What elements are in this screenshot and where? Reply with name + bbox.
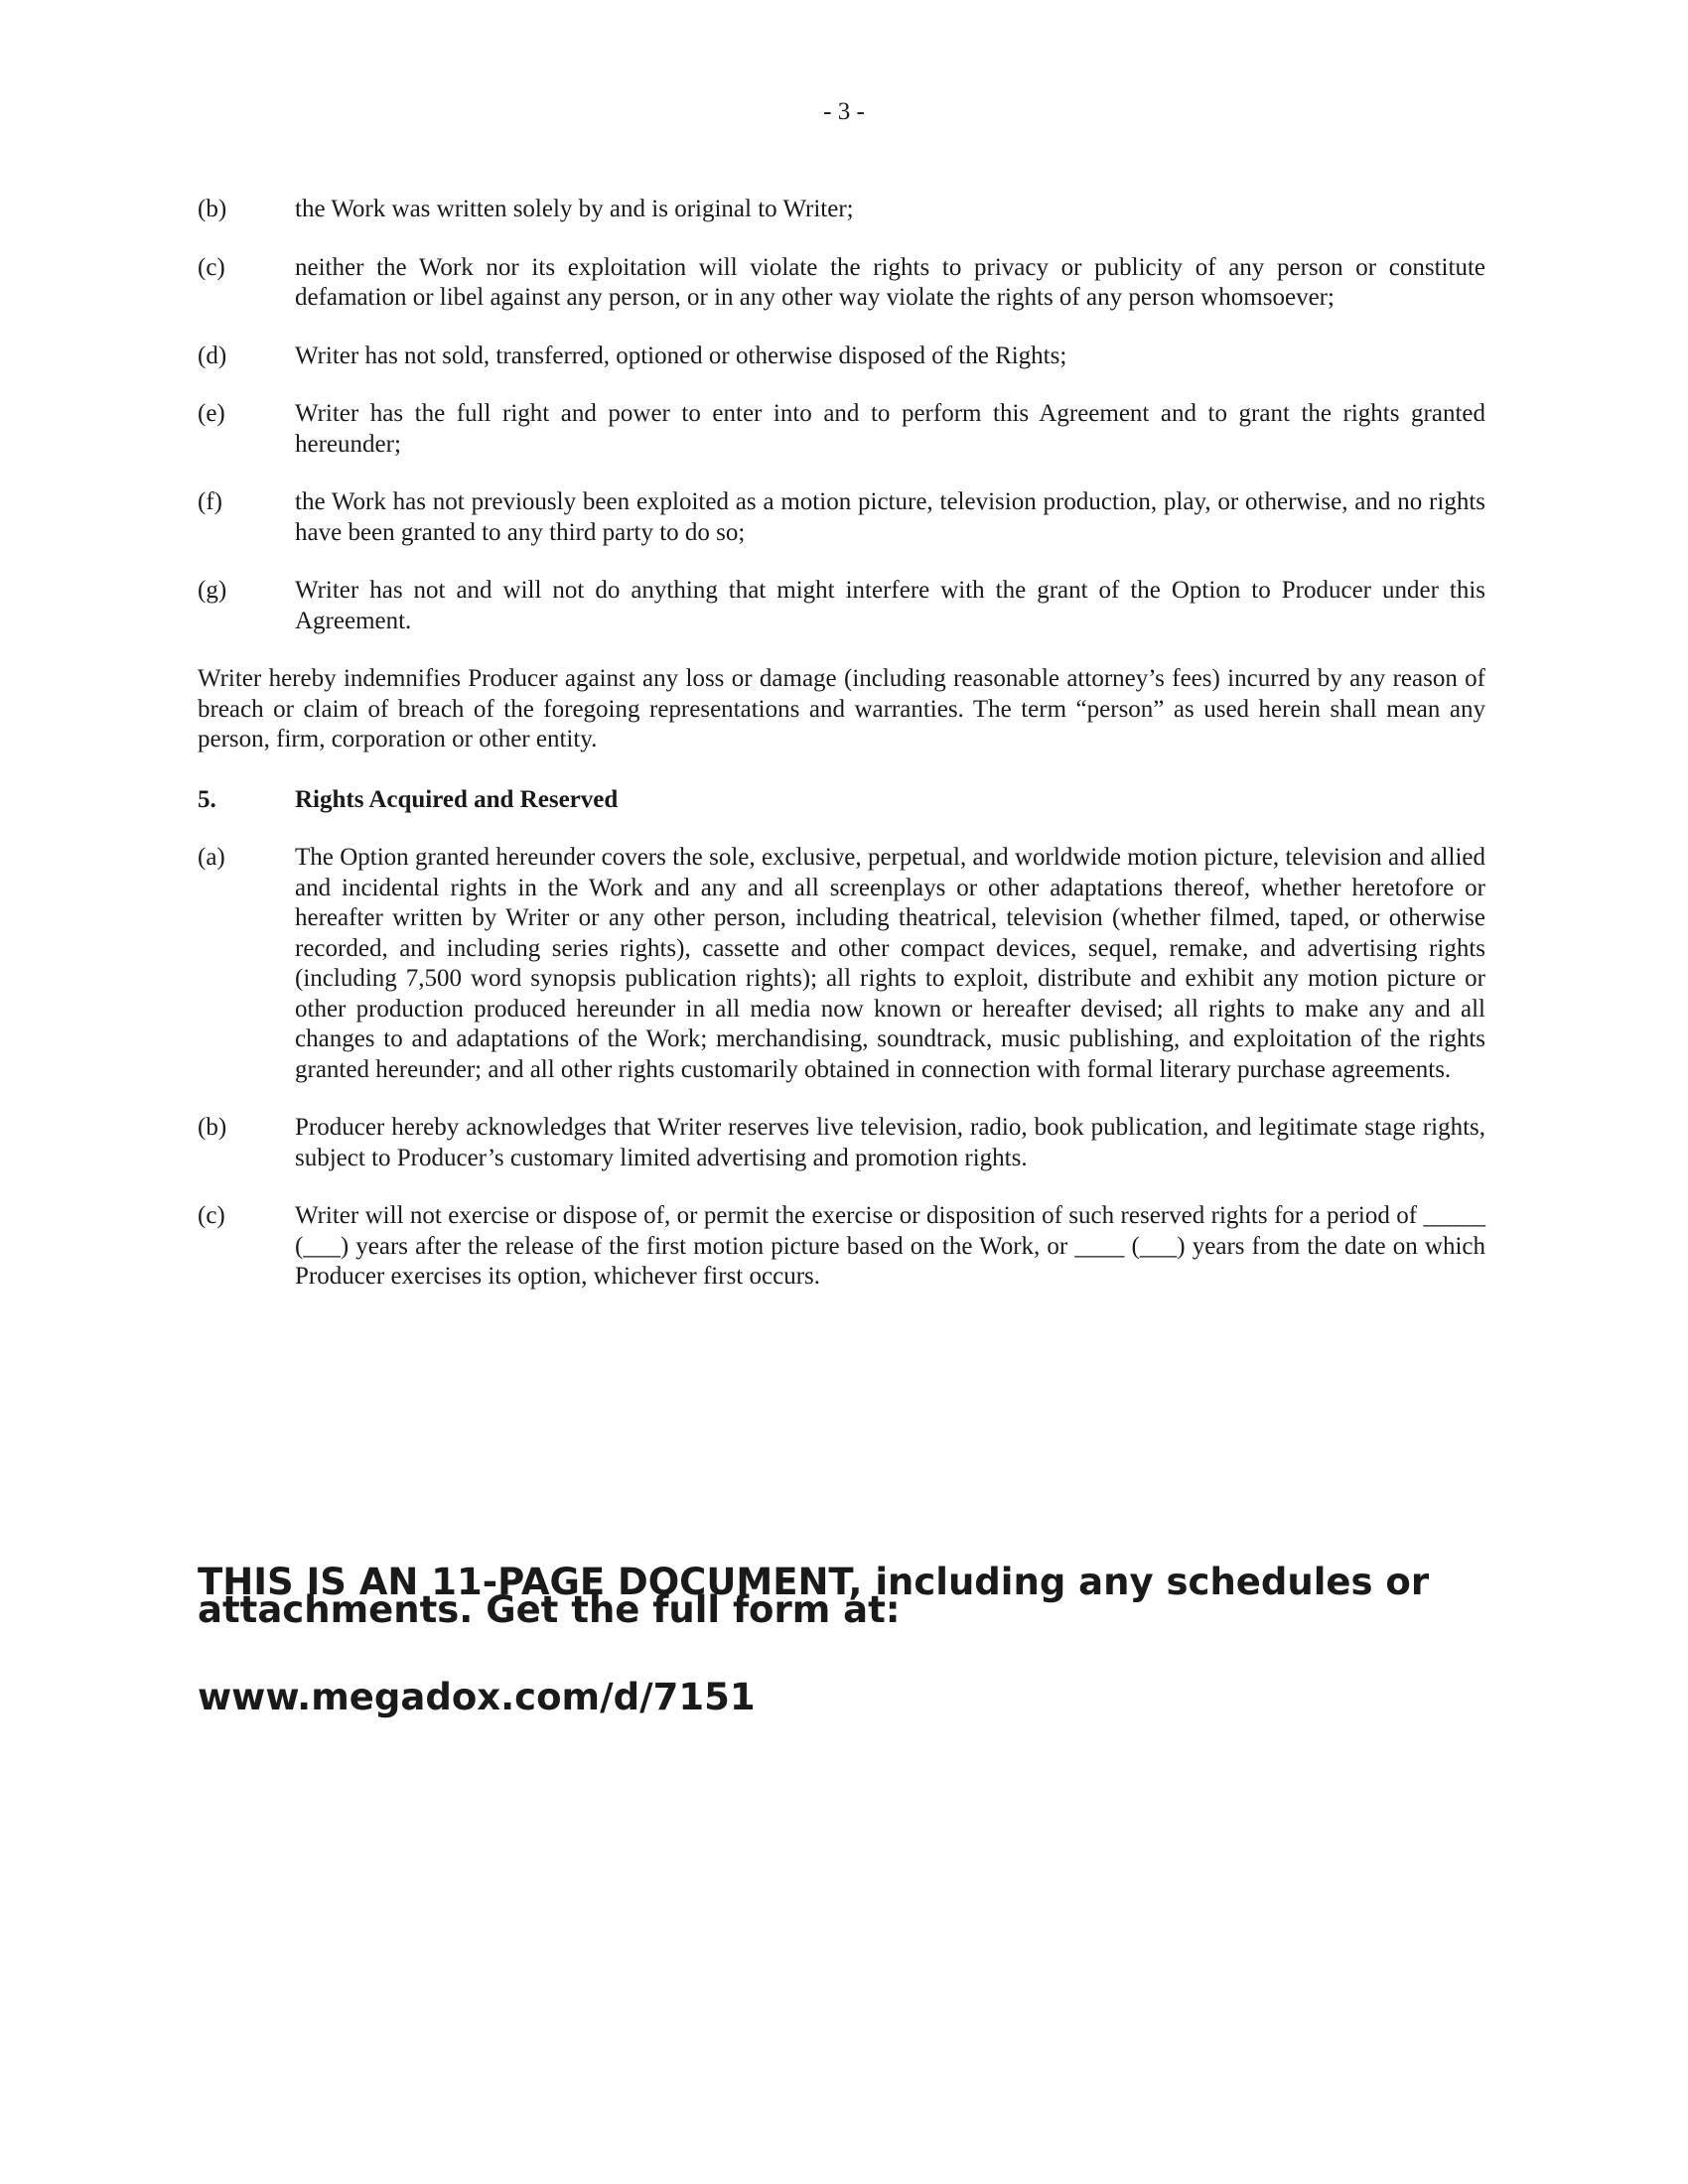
- list-item-text: Writer has not and will not do anything that might interfere with the grant of the Option to Producer under this Agreement.: [295, 577, 1485, 634]
- warranty-item-f: [198, 487, 1485, 548]
- list-item-text: the Work was written solely by and is original to Writer;: [295, 196, 854, 222]
- page-number: - 3 -: [823, 98, 865, 125]
- list-marker: (c): [198, 253, 225, 281]
- list-marker: (f): [198, 488, 222, 515]
- warranty-item-g: [198, 576, 1485, 636]
- document-body: [198, 195, 1485, 1320]
- list-item-text: The Option granted hereunder covers the sole, exclusive, perpetual, and worldwide motion picture, television and allied and incidental rights in the Work and any and all screenplays or other adaptations thereof, whether heretofore or hereafter written by Writer or any other person, including theatrical, television (whether filmed, taped, or otherwise recorded, and including series rights), cassette and other compact devices, sequel, remake, and advertising rights (including 7,500 word synopsis publication rights); all rights to exploit, distribute and exhibit any motion picture or other production produced hereunder in all media now known or hereafter devised; all rights to make any and all changes to and adaptations of the Work; merchandising, soundtrack, music publishing, and exploitation of the rights granted hereunder; and all other rights customarily obtained in connection with formal literary purchase agreements.: [295, 844, 1485, 1083]
- rights-item-c: [198, 1201, 1485, 1293]
- list-marker: (e): [198, 400, 225, 427]
- list-marker: (b): [198, 196, 227, 222]
- indemnity-paragraph: Writer hereby indemnifies Producer against any loss or damage (including reasonable attorney’s fees) incurred by any reason of breach or claim of breach of the foregoing representations and warranties. The term “person” as used herein shall mean any person, firm, corporation or other entity.: [198, 665, 1485, 752]
- section-heading: [198, 785, 1485, 816]
- list-marker: (c): [198, 1202, 225, 1229]
- list-item-text: Producer hereby acknowledges that Writer reserves live television, radio, book publication, and legitimate stage rights, subject to Producer’s customary limited advertising and promotion rights.: [295, 1114, 1485, 1171]
- list-item-text: Writer will not exercise or dispose of, or permit the exercise or disposition of such reserved rights for a period of _____ (___) years after the release of the first motion picture based on the Work, or ____ (___) years from the date on which Producer exercises its option, whichever first occurs.: [295, 1202, 1485, 1290]
- rights-item-b: [198, 1113, 1485, 1173]
- list-item-text: neither the Work nor its exploitation will violate the rights to privacy or publicity of any person or constitute defamation or libel against any person, or in any other way violate the rights of any person whomsoever;: [295, 253, 1485, 311]
- list-marker: (g): [198, 577, 227, 604]
- warranty-item-e: [198, 399, 1485, 460]
- list-marker: (b): [198, 1114, 227, 1141]
- list-item-text: Writer has the full right and power to enter into and to perform this Agreement and to grant the rights granted hereunder;: [295, 400, 1485, 458]
- section-number: 5.: [198, 785, 216, 813]
- rights-item-a: [198, 843, 1485, 1085]
- list-marker: (a): [198, 844, 225, 871]
- warranty-item-b: [198, 195, 1485, 225]
- list-marker: (d): [198, 341, 227, 369]
- warranty-item-d: [198, 341, 1485, 372]
- section-title: Rights Acquired and Reserved: [295, 785, 619, 813]
- document-length-notice: THIS IS AN 11-PAGE DOCUMENT, including any schedules or attachments. Get the full form at:: [198, 1561, 1430, 1631]
- list-item-text: Writer has not sold, transferred, optioned or otherwise disposed of the Rights;: [295, 341, 1067, 369]
- list-item-text: the Work has not previously been exploited as a motion picture, television production, play, or otherwise, and no rights have been granted to any third party to do so;: [295, 488, 1485, 546]
- warranty-item-c: [198, 253, 1485, 314]
- full-form-link[interactable]: www.megadox.com/d/7151: [198, 1676, 756, 1718]
